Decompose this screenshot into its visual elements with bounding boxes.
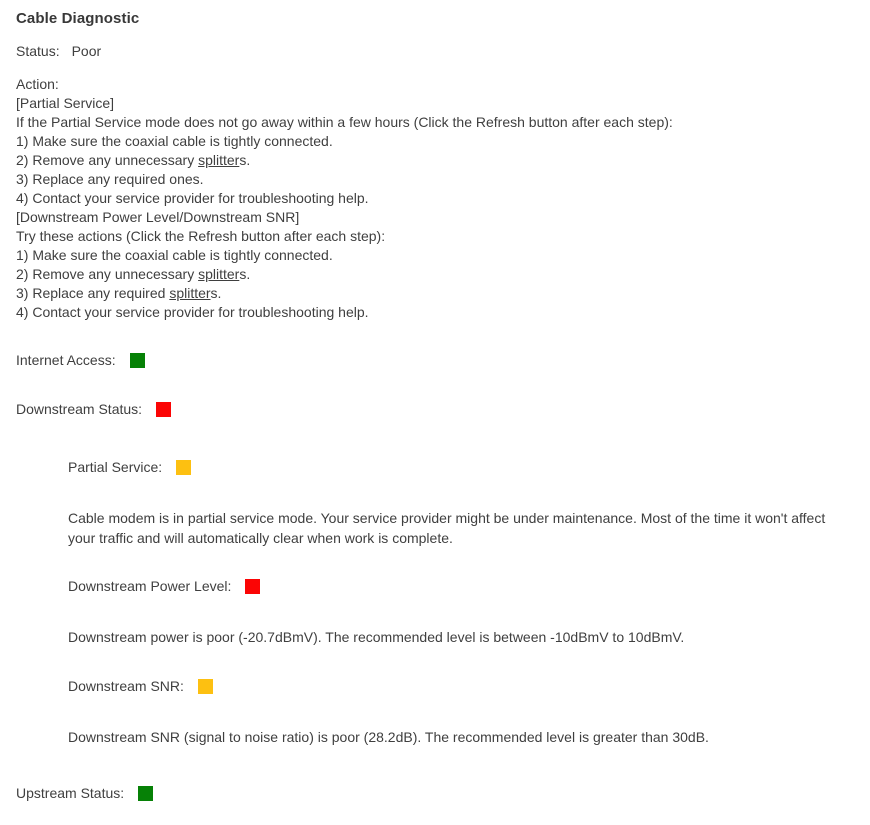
action-step xyxy=(16,151,854,170)
status-led-square xyxy=(245,579,260,594)
step-text: 2) Remove any unnecessary xyxy=(16,266,199,282)
indicator-description: Downstream SNR (signal to noise ratio) is poor (28.2dB). The recommended level is greater than 30dB. xyxy=(68,729,709,745)
status-led-square xyxy=(156,402,171,417)
step-text: s. xyxy=(239,266,251,282)
diagnostic-status-line xyxy=(16,43,854,59)
downstream-detail-section xyxy=(68,459,854,747)
indicator-row-downstream-status xyxy=(16,401,854,417)
step-text: 3) Replace any required xyxy=(16,285,170,301)
indicator-row-partial-service xyxy=(68,459,854,475)
status-led-square xyxy=(198,679,213,694)
action-step xyxy=(16,303,854,322)
splitter-link[interactable]: splitter xyxy=(198,152,240,168)
step-text: 4) Contact your service provider for troubleshooting help. xyxy=(16,190,369,206)
status-led-square xyxy=(138,786,153,801)
step-text: 4) Contact your service provider for troubleshooting help. xyxy=(16,304,369,320)
indicator-row-internet-access xyxy=(16,352,854,368)
action-section-1-intro: If the Partial Service mode does not go away within a few hours (Click the Refresh button after each step): xyxy=(16,114,673,130)
action-section-1-header: [Partial Service] xyxy=(16,95,115,111)
indicator-row-downstream-snr xyxy=(68,678,854,694)
indicator-description: Downstream power is poor (-20.7dBmV). The recommended level is between -10dBmV to 10dBmV. xyxy=(68,629,685,645)
action-step xyxy=(16,265,854,284)
indicator-label: Internet Access: xyxy=(16,352,116,368)
action-step xyxy=(16,189,854,208)
action-section-2-header: [Downstream Power Level/Downstream SNR] xyxy=(16,209,300,225)
action-step xyxy=(16,284,854,303)
page-title: Cable Diagnostic xyxy=(16,10,140,27)
splitter-link[interactable]: splitter xyxy=(198,266,240,282)
status-value: Poor xyxy=(71,43,102,59)
step-text: 2) Remove any unnecessary xyxy=(16,152,199,168)
step-text: 1) Make sure the coaxial cable is tightly connected. xyxy=(16,247,333,263)
step-text: 1) Make sure the coaxial cable is tightly connected. xyxy=(16,133,333,149)
step-text: 3) Replace any required ones. xyxy=(16,171,204,187)
indicator-description: Cable modem is in partial service mode. Your service provider might be under maintenance. Most of the time it won't affect your traffic and will automatically clear when work is complete. xyxy=(68,510,826,546)
indicator-label: Downstream Power Level: xyxy=(68,578,232,594)
status-led-square xyxy=(176,460,191,475)
indicator-label: Upstream Status: xyxy=(16,785,125,801)
action-step xyxy=(16,132,854,151)
indicator-label: Downstream Status: xyxy=(16,401,143,417)
step-text: s. xyxy=(210,285,222,301)
indicator-row-upstream-status xyxy=(16,785,854,801)
indicator-label: Downstream SNR: xyxy=(68,678,184,694)
indicator-label: Partial Service: xyxy=(68,459,163,475)
action-step xyxy=(16,246,854,265)
action-label: Action: xyxy=(16,76,59,92)
action-step xyxy=(16,170,854,189)
splitter-link[interactable]: splitter xyxy=(169,285,211,301)
indicator-row-downstream-power-level xyxy=(68,578,854,594)
action-block xyxy=(16,75,854,322)
status-label: Status: xyxy=(16,43,60,59)
status-led-square xyxy=(130,353,145,368)
step-text: s. xyxy=(239,152,251,168)
action-section-2-intro: Try these actions (Click the Refresh button after each step): xyxy=(16,228,386,244)
